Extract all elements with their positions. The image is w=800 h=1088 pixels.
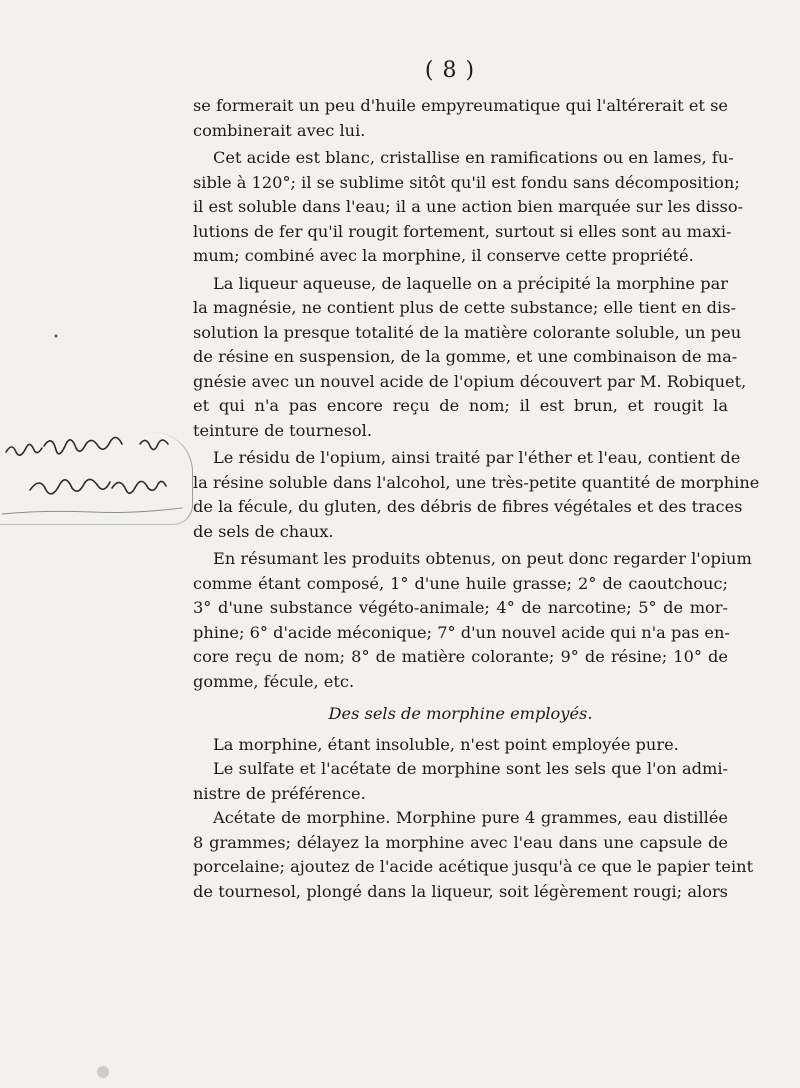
text-line: la résine soluble dans l'alcohol, une très-petite quantité de morphine bbox=[193, 472, 760, 492]
text-line: comme étant composé, 1° d'une huile grasse; 2° de caoutchouc; bbox=[193, 573, 728, 593]
text-line: Acétate de morphine. Morphine pure 4 grammes, eau distillée bbox=[213, 808, 728, 827]
text-line: phine; 6° d'acide méconique; 7° d'un nouvel acide qui n'a pas en- bbox=[193, 622, 730, 642]
text-line: 8 grammes; délayez la morphine avec l'eau dans une capsule de bbox=[193, 832, 728, 852]
paragraph bbox=[193, 94, 728, 143]
text-line: teinture de tournesol. bbox=[193, 420, 372, 440]
text-line: mum; combiné avec la morphine, il conserve cette propriété. bbox=[193, 246, 694, 265]
paragraph bbox=[193, 733, 728, 758]
text-line: Le résidu de l'opium, ainsi traité par l'éther et l'eau, contient de bbox=[213, 448, 741, 467]
handwritten-margin-note bbox=[0, 432, 193, 525]
paragraph bbox=[193, 446, 760, 544]
text-line: de tournesol, plongé dans la liqueur, soit légèrement rougi; alors bbox=[193, 881, 728, 901]
text-line: de sels de chaux. bbox=[193, 521, 334, 541]
text-line: la magnésie, ne contient plus de cette substance; elle tient en dis- bbox=[193, 298, 737, 317]
paragraph bbox=[193, 547, 752, 694]
text-line: et qui n'a pas encore reçu de nom; il est brun, et rougit la bbox=[193, 396, 728, 415]
text-line: gnésie avec un nouvel acide de l'opium découvert par M. Robiquet, bbox=[193, 371, 747, 391]
text-line: core reçu de nom; 8° de matière colorante; 9° de résine; 10° de bbox=[193, 647, 728, 666]
text-line: En résumant les produits obtenus, on peut donc regarder l'opium bbox=[213, 549, 752, 568]
text-line: sible à 120°; il se sublime sitôt qu'il est fondu sans décomposition; bbox=[193, 172, 740, 192]
text-line: de résine en suspension, de la gomme, et une combinaison de ma- bbox=[193, 347, 738, 366]
paragraph bbox=[193, 146, 744, 269]
text-line: Le sulfate et l'acétate de morphine sont les sels que l'on admi- bbox=[213, 759, 728, 778]
text-line: 3° d'une substance végéto-animale; 4° de narcotine; 5° de mor- bbox=[193, 598, 728, 617]
section-heading: Des sels de morphine employés. bbox=[328, 704, 593, 723]
paragraph bbox=[193, 806, 754, 904]
text-line: lutions de fer qu'il rougit fortement, surtout si elles sont au maxi- bbox=[193, 221, 732, 241]
text-line: se formerait un peu d'huile empyreumatique qui l'altérerait et se bbox=[193, 96, 728, 115]
text-line: gomme, fécule, etc. bbox=[193, 671, 355, 691]
text-line: il est soluble dans l'eau; il a une action bien marquée sur les disso- bbox=[193, 197, 744, 216]
paragraph bbox=[193, 757, 728, 806]
text-line: La liqueur aqueuse, de laquelle on a précipité la morphine par bbox=[213, 273, 728, 293]
paragraph bbox=[193, 272, 747, 444]
handwritten-scribble-icon bbox=[0, 432, 192, 524]
page-number: ( 8 ) bbox=[424, 58, 476, 83]
text-line: nistre de préférence. bbox=[193, 783, 366, 803]
text-line: de la fécule, du gluten, des débris de fibres végétales et des traces bbox=[193, 497, 743, 516]
text-line: Cet acide est blanc, cristallise en ramifications ou en lames, fu- bbox=[213, 148, 734, 167]
text-line: porcelaine; ajoutez de l'acide acétique jusqu'à ce que le papier teint bbox=[193, 857, 754, 876]
body-text bbox=[193, 94, 760, 904]
text-line: combinerait avec lui. bbox=[193, 120, 366, 140]
text-line: La morphine, étant insoluble, n'est point employée pure. bbox=[213, 734, 679, 754]
text-line: solution la presque totalité de la matière colorante soluble, un peu bbox=[193, 322, 742, 342]
